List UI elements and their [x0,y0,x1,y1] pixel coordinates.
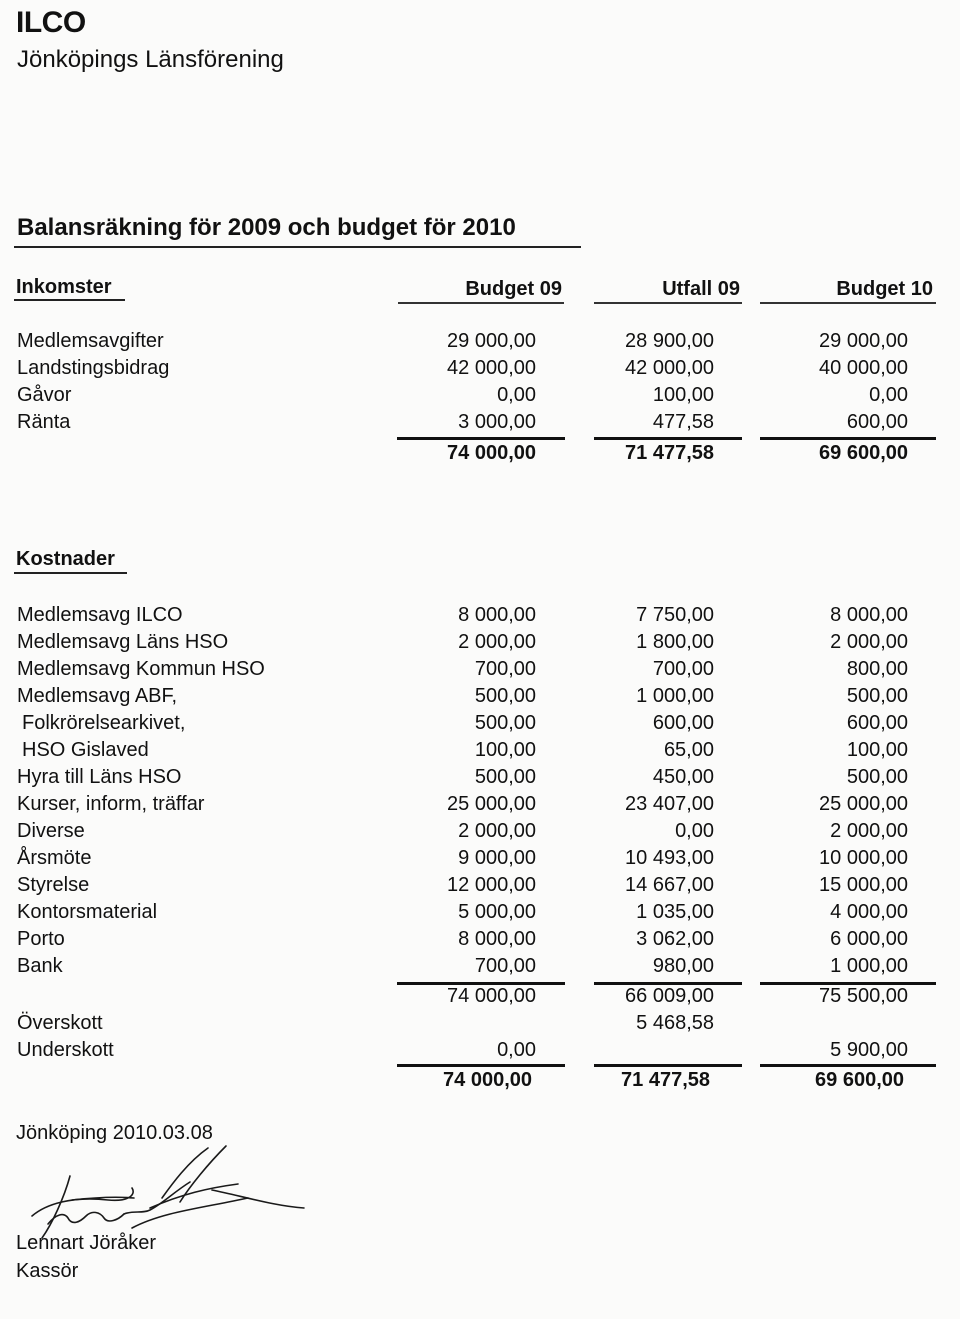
row-label: Överskott [17,1012,103,1034]
value-budget10: 4 000,00 [830,901,908,923]
value-budget10: 600,00 [846,712,908,734]
value-budget10: 29 000,00 [819,330,908,352]
value-budget09: 500,00 [474,766,536,788]
row-label: Medlemsavgifter [17,330,164,352]
value-budget09: 8 000,00 [458,928,536,950]
income-heading: Inkomster [16,276,112,298]
value-budget10: 2 000,00 [830,631,908,653]
organization-subtitle: Jönköpings Länsförening [17,46,284,73]
subtotal-budget10: 75 500,00 [819,985,908,1007]
value-utfall09: 477,58 [652,411,714,433]
value-budget10: 2 000,00 [830,820,908,842]
column-header-rule [398,302,564,304]
row-label: Folkrörelsearkivet, [22,712,186,734]
value-budget10: 15 000,00 [819,874,908,896]
value-budget09: 500,00 [474,712,536,734]
row-label: Gåvor [17,384,72,406]
total-utfall09: 71 477,58 [625,442,714,464]
value-budget09: 42 000,00 [447,357,536,379]
value-utfall09: 5 468,58 [636,1012,714,1034]
row-label: Porto [17,928,65,950]
subtotal-utfall09: 66 009,00 [625,985,714,1007]
value-budget09: 700,00 [474,955,536,977]
value-budget09: 5 000,00 [458,901,536,923]
costs-total-rule [397,1064,565,1067]
column-header-rule [760,302,936,304]
income-total-rule [760,437,936,440]
row-label: Kontorsmaterial [17,901,158,923]
total-budget09: 74 000,00 [443,1069,532,1091]
value-budget10: 25 000,00 [819,793,908,815]
value-utfall09: 7 750,00 [636,604,714,626]
value-budget09: 9 000,00 [458,847,536,869]
value-budget10: 500,00 [846,685,908,707]
value-utfall09: 450,00 [652,766,714,788]
place-date: Jönköping 2010.03.08 [16,1122,213,1144]
row-label: Styrelse [17,874,90,896]
value-budget10: 8 000,00 [830,604,908,626]
row-label: Kurser, inform, träffar [17,793,205,815]
value-budget09: 25 000,00 [447,793,536,815]
row-label: Medlemsavg ABF, [17,685,178,707]
costs-total-rule [594,1064,742,1067]
value-budget10: 1 000,00 [830,955,908,977]
row-label: HSO Gislaved [22,739,149,761]
value-budget09: 0,00 [497,384,536,406]
value-budget09: 2 000,00 [458,631,536,653]
value-budget10: 500,00 [846,766,908,788]
signer-name: Lennart Jöråker [16,1232,157,1254]
value-utfall09: 700,00 [652,658,714,680]
column-header-rule [594,302,742,304]
row-label: Medlemsavg ILCO [17,604,183,626]
row-label: Årsmöte [17,847,92,869]
signer-role: Kassör [16,1260,79,1282]
value-utfall09: 600,00 [652,712,714,734]
row-label: Diverse [17,820,85,842]
value-utfall09: 10 493,00 [625,847,714,869]
value-utfall09: 1 035,00 [636,901,714,923]
value-utfall09: 100,00 [652,384,714,406]
value-budget09: 100,00 [474,739,536,761]
value-budget10: 40 000,00 [819,357,908,379]
costs-heading: Kostnader [16,548,115,570]
value-budget10: 6 000,00 [830,928,908,950]
row-label: Ränta [17,411,71,433]
total-budget10: 69 600,00 [819,442,908,464]
value-utfall09: 23 407,00 [625,793,714,815]
row-label: Hyra till Läns HSO [17,766,182,788]
column-header-budget09: Budget 09 [465,278,562,300]
value-utfall09: 14 667,00 [625,874,714,896]
total-utfall09: 71 477,58 [621,1069,710,1091]
title-underline [14,246,581,248]
organization-name: ILCO [16,6,86,39]
value-budget09: 12 000,00 [447,874,536,896]
income-total-rule [594,437,742,440]
total-budget09: 74 000,00 [447,442,536,464]
column-header-budget10: Budget 10 [836,278,933,300]
value-utfall09: 980,00 [652,955,714,977]
income-heading-underline [14,299,125,301]
total-budget10: 69 600,00 [815,1069,904,1091]
subtotal-budget09: 74 000,00 [447,985,536,1007]
value-utfall09: 0,00 [675,820,714,842]
value-budget09: 0,00 [497,1039,536,1061]
row-label: Bank [17,955,63,977]
value-utfall09: 28 900,00 [625,330,714,352]
value-budget10: 5 900,00 [830,1039,908,1061]
value-budget10: 10 000,00 [819,847,908,869]
row-label: Underskott [17,1039,114,1061]
row-label: Medlemsavg Läns HSO [17,631,229,653]
row-label: Landstingsbidrag [17,357,170,379]
costs-heading-underline [14,572,127,574]
costs-total-rule [760,1064,936,1067]
row-label: Medlemsavg Kommun HSO [17,658,265,680]
value-budget09: 500,00 [474,685,536,707]
value-budget10: 100,00 [846,739,908,761]
value-budget10: 800,00 [846,658,908,680]
value-utfall09: 3 062,00 [636,928,714,950]
column-header-utfall09: Utfall 09 [662,278,740,300]
value-utfall09: 42 000,00 [625,357,714,379]
value-budget09: 29 000,00 [447,330,536,352]
value-budget09: 2 000,00 [458,820,536,842]
value-utfall09: 1 000,00 [636,685,714,707]
value-budget09: 8 000,00 [458,604,536,626]
value-budget10: 600,00 [846,411,908,433]
value-utfall09: 65,00 [663,739,714,761]
value-budget09: 700,00 [474,658,536,680]
document-title: Balansräkning för 2009 och budget för 2010 [17,214,516,241]
value-utfall09: 1 800,00 [636,631,714,653]
value-budget09: 3 000,00 [458,411,536,433]
value-budget10: 0,00 [869,384,908,406]
income-total-rule [397,437,565,440]
